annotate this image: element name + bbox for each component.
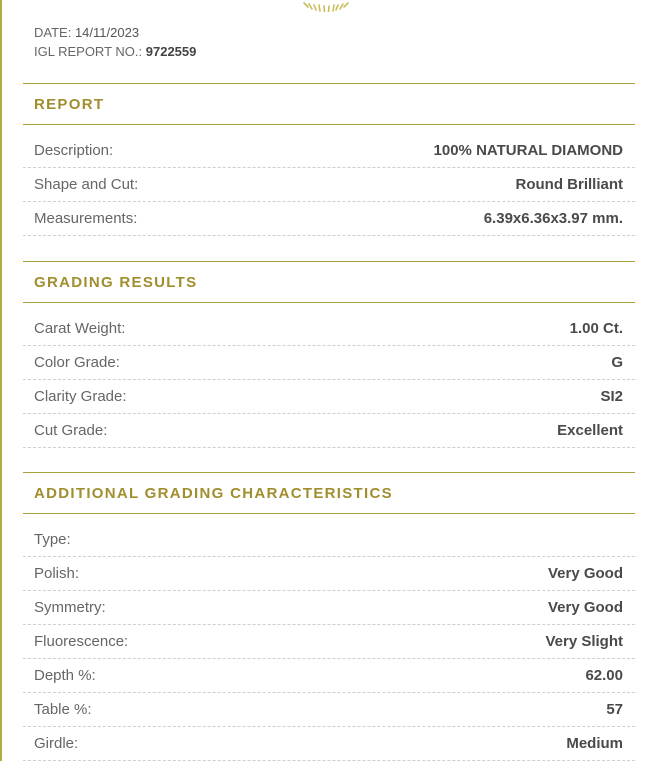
row-label: Table %:: [34, 701, 92, 718]
row-carat-weight: [23, 312, 635, 346]
row-cut-grade: [23, 414, 635, 448]
row-value: G: [611, 354, 623, 371]
date-value: 14/11/2023: [74, 25, 140, 40]
section-title-grading-results: GRADING RESULTS: [23, 261, 635, 303]
report-number-line: [34, 42, 196, 61]
row-girdle: [23, 727, 635, 761]
sunburst-logo-icon: [298, 0, 354, 12]
row-label: Type:: [34, 531, 71, 548]
row-label: Cut Grade:: [34, 422, 108, 439]
section-additional-characteristics: [23, 472, 635, 761]
row-depth: [23, 659, 635, 693]
date-line: [34, 23, 196, 42]
row-label: Girdle:: [34, 735, 79, 752]
row-measurements: [23, 202, 635, 236]
row-value: SI2: [600, 388, 623, 405]
row-label: Shape and Cut:: [34, 176, 139, 193]
section-grading-results: [23, 261, 635, 448]
row-value: 6.39x6.36x3.97 mm.: [483, 210, 623, 227]
row-value: 62.00: [585, 667, 623, 684]
row-label: Polish:: [34, 565, 80, 582]
row-value: Very Good: [547, 565, 623, 582]
report-number-value: 9722559: [145, 44, 197, 59]
row-symmetry: [23, 591, 635, 625]
row-description: [23, 134, 635, 168]
report-number-label: IGL REPORT NO.:: [34, 44, 143, 59]
row-label: Clarity Grade:: [34, 388, 127, 405]
row-label: Symmetry:: [34, 599, 106, 616]
section-title-additional: ADDITIONAL GRADING CHARACTERISTICS: [23, 472, 635, 514]
row-type: [23, 523, 635, 557]
row-label: Fluorescence:: [34, 633, 129, 650]
row-label: Carat Weight:: [34, 320, 126, 337]
row-value: Excellent: [557, 422, 623, 439]
section-title-report: REPORT: [23, 83, 635, 125]
row-label: Depth %:: [34, 667, 96, 684]
row-label: Description:: [34, 142, 114, 159]
row-value: 100% NATURAL DIAMOND: [433, 142, 623, 159]
row-polish: [23, 557, 635, 591]
row-value: 1.00 Ct.: [569, 320, 623, 337]
report-header-info: [34, 23, 196, 61]
row-clarity-grade: [23, 380, 635, 414]
date-label: DATE:: [34, 25, 72, 40]
row-value: Medium: [566, 735, 623, 752]
row-table: [23, 693, 635, 727]
row-label: Color Grade:: [34, 354, 120, 371]
row-color-grade: [23, 346, 635, 380]
row-value: Very Good: [547, 599, 623, 616]
row-value: 57: [606, 701, 623, 718]
row-value: Round Brilliant: [515, 176, 623, 193]
row-fluorescence: [23, 625, 635, 659]
row-shape-and-cut: [23, 168, 635, 202]
left-border-rule: [0, 0, 2, 761]
section-report: [23, 83, 635, 236]
row-label: Measurements:: [34, 210, 138, 227]
row-value: Very Slight: [545, 633, 623, 650]
